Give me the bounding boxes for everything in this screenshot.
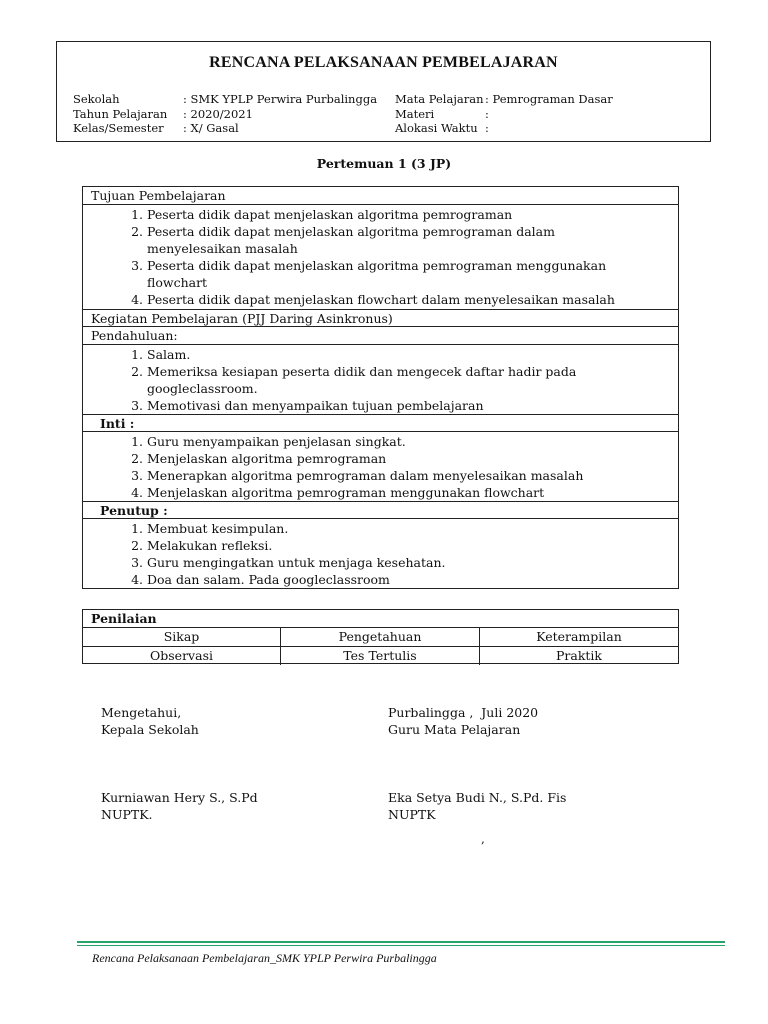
- value-sekolah: : SMK YPLP Perwira Purbalingga: [183, 92, 378, 106]
- lesson-table: [82, 186, 679, 589]
- signature-left-line1: Mengetahui,: [101, 705, 182, 720]
- label-mata-pelajaran: Mata Pelajaran: [395, 92, 484, 106]
- list-item: 4. Doa dan salam. Pada googleclassroom: [131, 572, 390, 587]
- penutup-heading: Penutup :: [83, 501, 678, 519]
- signature-left-heading: [101, 704, 199, 738]
- label-kelas-semester: Kelas/Semester: [73, 121, 164, 135]
- label-alokasi-waktu: Alokasi Waktu: [395, 121, 478, 135]
- assessment-column-header: Keterampilan: [479, 628, 678, 646]
- list-item: 1. Salam.: [131, 347, 191, 362]
- assessment-value-row: [83, 647, 678, 665]
- assessment-heading: Penilaian: [83, 610, 678, 628]
- stray-mark: ,: [481, 832, 485, 846]
- list-item: 1. Peserta didik dapat menjelaskan algoritma pemrograman: [131, 207, 513, 222]
- meta-values-left: [183, 92, 377, 136]
- penutup-list: [83, 520, 678, 588]
- tujuan-heading: Tujuan Pembelajaran: [83, 187, 678, 205]
- signature-right-line1: Purbalingga , Juli 2020: [388, 705, 539, 720]
- inti-heading: Inti :: [83, 414, 678, 432]
- value-tahun-pelajaran: : 2020/2021: [183, 106, 253, 121]
- signature-left-line2: Kepala Sekolah: [101, 722, 199, 737]
- list-item: 1. Guru menyampaikan penjelasan singkat.: [131, 434, 406, 449]
- assessment-column-header: Pengetahuan: [280, 628, 479, 646]
- signature-right-heading: [388, 704, 538, 738]
- list-item: 4. Menjelaskan algoritma pemrograman menggunakan flowchart: [131, 485, 545, 500]
- list-item: 3. Menerapkan algoritma pemrograman dalam menyelesaikan masalah: [131, 468, 584, 483]
- signature-right-id: NUPTK: [388, 807, 436, 822]
- signature-right-name: Eka Setya Budi N., S.Pd. Fis: [388, 790, 567, 805]
- value-alokasi-waktu: :: [485, 121, 489, 135]
- kegiatan-heading: Kegiatan Pembelajaran (PJJ Daring Asinkronus): [83, 309, 678, 327]
- signature-left-name: Kurniawan Hery S., S.Pd: [101, 790, 258, 805]
- list-item: 3. Memotivasi dan menyampaikan tujuan pembelajaran: [131, 398, 484, 413]
- value-mata-pelajaran: : Pemrograman Dasar: [485, 92, 613, 106]
- assessment-column-header: Sikap: [163, 629, 200, 644]
- list-item: 2. Memeriksa kesiapan peserta didik dan mengecek daftar hadir pada googleclassroom.: [131, 364, 577, 396]
- assessment-cell: Praktik: [479, 647, 678, 665]
- assessment-header-row: [83, 628, 678, 647]
- document-title: RENCANA PELAKSANAAN PEMBELAJARAN: [209, 54, 558, 71]
- tujuan-list: [83, 206, 678, 308]
- meta-values-right: [485, 92, 613, 136]
- list-item: 1. Membuat kesimpulan.: [131, 521, 289, 536]
- label-materi: Materi: [395, 106, 435, 121]
- assessment-table: [82, 609, 679, 664]
- pendahuluan-heading: Pendahuluan:: [83, 327, 678, 345]
- meta-labels-right: [395, 92, 484, 136]
- footer-rule-thin: [77, 945, 725, 946]
- value-kelas-semester: : X/ Gasal: [183, 121, 239, 135]
- pendahuluan-list: [83, 346, 678, 414]
- signature-left-id: NUPTK.: [101, 807, 153, 822]
- session-title: Pertemuan 1 (3 JP): [316, 156, 452, 171]
- assessment-cell: Observasi: [150, 648, 213, 663]
- footer-rule: [77, 941, 725, 943]
- assessment-cell: Tes Tertulis: [280, 647, 479, 665]
- document-header: [56, 41, 711, 142]
- signature-right-name-block: [388, 789, 566, 823]
- list-item: 3. Guru mengingatkan untuk menjaga kesehatan.: [131, 555, 446, 570]
- inti-list: [83, 433, 678, 501]
- list-item: 2. Menjelaskan algoritma pemrograman: [131, 451, 387, 466]
- value-materi: :: [485, 106, 489, 121]
- label-tahun-pelajaran: Tahun Pelajaran: [73, 106, 168, 121]
- list-item: 4. Peserta didik dapat menjelaskan flowchart dalam menyelesaikan masalah: [131, 292, 615, 307]
- list-item: 2. Peserta didik dapat menjelaskan algoritma pemrograman dalam menyelesaikan masalah: [131, 224, 555, 256]
- signature-right-line2: Guru Mata Pelajaran: [388, 722, 521, 737]
- footer-text: Rencana Pelaksanaan Pembelajaran_SMK YPLP Perwira Purbalingga: [92, 951, 437, 965]
- meta-labels-left: [73, 92, 167, 136]
- list-item: 2. Melakukan refleksi.: [131, 538, 273, 553]
- list-item: 3. Peserta didik dapat menjelaskan algoritma pemrograman menggunakan flowchart: [131, 258, 607, 290]
- signature-left-name-block: [101, 789, 258, 823]
- label-sekolah: Sekolah: [73, 92, 120, 106]
